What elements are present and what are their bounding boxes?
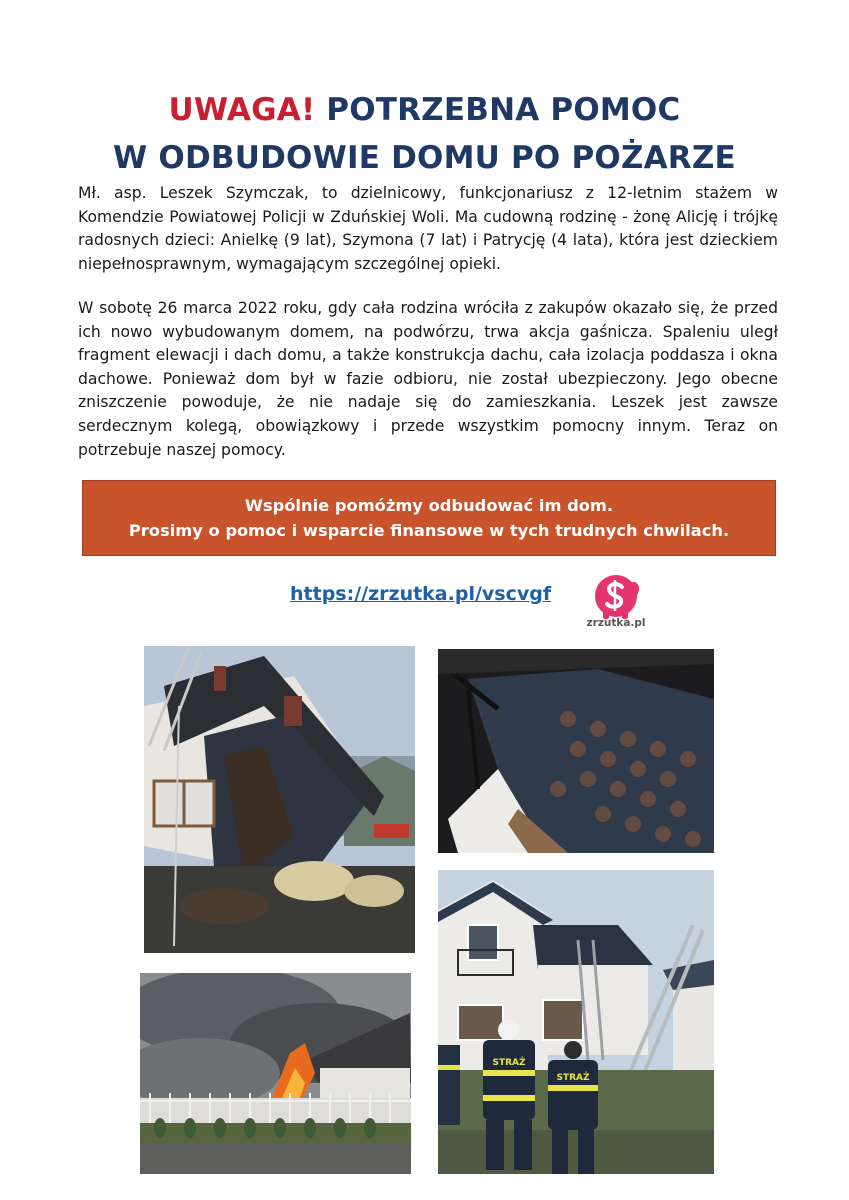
photo-burnt-roof-closeup <box>438 649 714 853</box>
photo-firefighters <box>438 870 714 1174</box>
page-title <box>0 86 849 182</box>
firefighter-label-left: STRAŻ <box>492 1058 526 1068</box>
banner-line-2: Prosimy o pomoc i wsparcie finansowe w tych trudnych chwilach. <box>128 521 730 540</box>
firefighter-label-right: STRAŻ <box>556 1073 590 1083</box>
title-line-1-rest: POTRZEBNA POMOC <box>326 92 681 128</box>
title-alert: UWAGA! <box>168 92 316 128</box>
banner-line-1: Wspólnie pomóżmy odbudować im dom. <box>244 496 614 515</box>
photo-fire-in-progress <box>140 973 411 1174</box>
intro-paragraph: Mł. asp. Leszek Szymczak, to dzielnicowy, funkcjonariusz z 12-letnim stażem w Komendzie Powiatowej Policji w Zduńskiej Woli. Ma cudowną rodzinę - żonę Alicję i trójkę radosnych dzieci: Anielkę (9 lat), Szymona (7 lat) i Patrycję (4 lata), która jest dzieckiem niepełnosprawnym, wymagającym szczególnej opieki. <box>78 184 778 273</box>
fundraiser-link[interactable]: https://zrzutka.pl/vscvgf <box>290 583 552 605</box>
appeal-banner <box>82 480 776 556</box>
title-line-2: W ODBUDOWIE DOMU PO POŻARZE <box>113 140 736 176</box>
title-line-1 <box>0 86 849 134</box>
logo-text: zrzutka.pl <box>586 617 646 629</box>
story-paragraph: W sobotę 26 marca 2022 roku, gdy cała rodzina wróciła z zakupów okazało się, że przed ich nowo wybudowanym domem, na podwórzu, trwa akcja gaśnicza. Spaleniu uległ fragment elewacji i dach domu, a także konstrukcja dachu, cała izolacja poddasza i okna dachowe. Ponieważ dom był w fazie odbioru, nie został ubezpieczony. Jego obecne zniszczenie powoduje, że nie nadaje się do zamieszkania. Leszek jest zawsze serdecznym kolegą, obowiązkowy i przede wszystkim pomocny innym. Teraz on potrzebuje naszej pomocy. <box>78 299 778 459</box>
photo-burnt-house-corner <box>144 646 415 953</box>
